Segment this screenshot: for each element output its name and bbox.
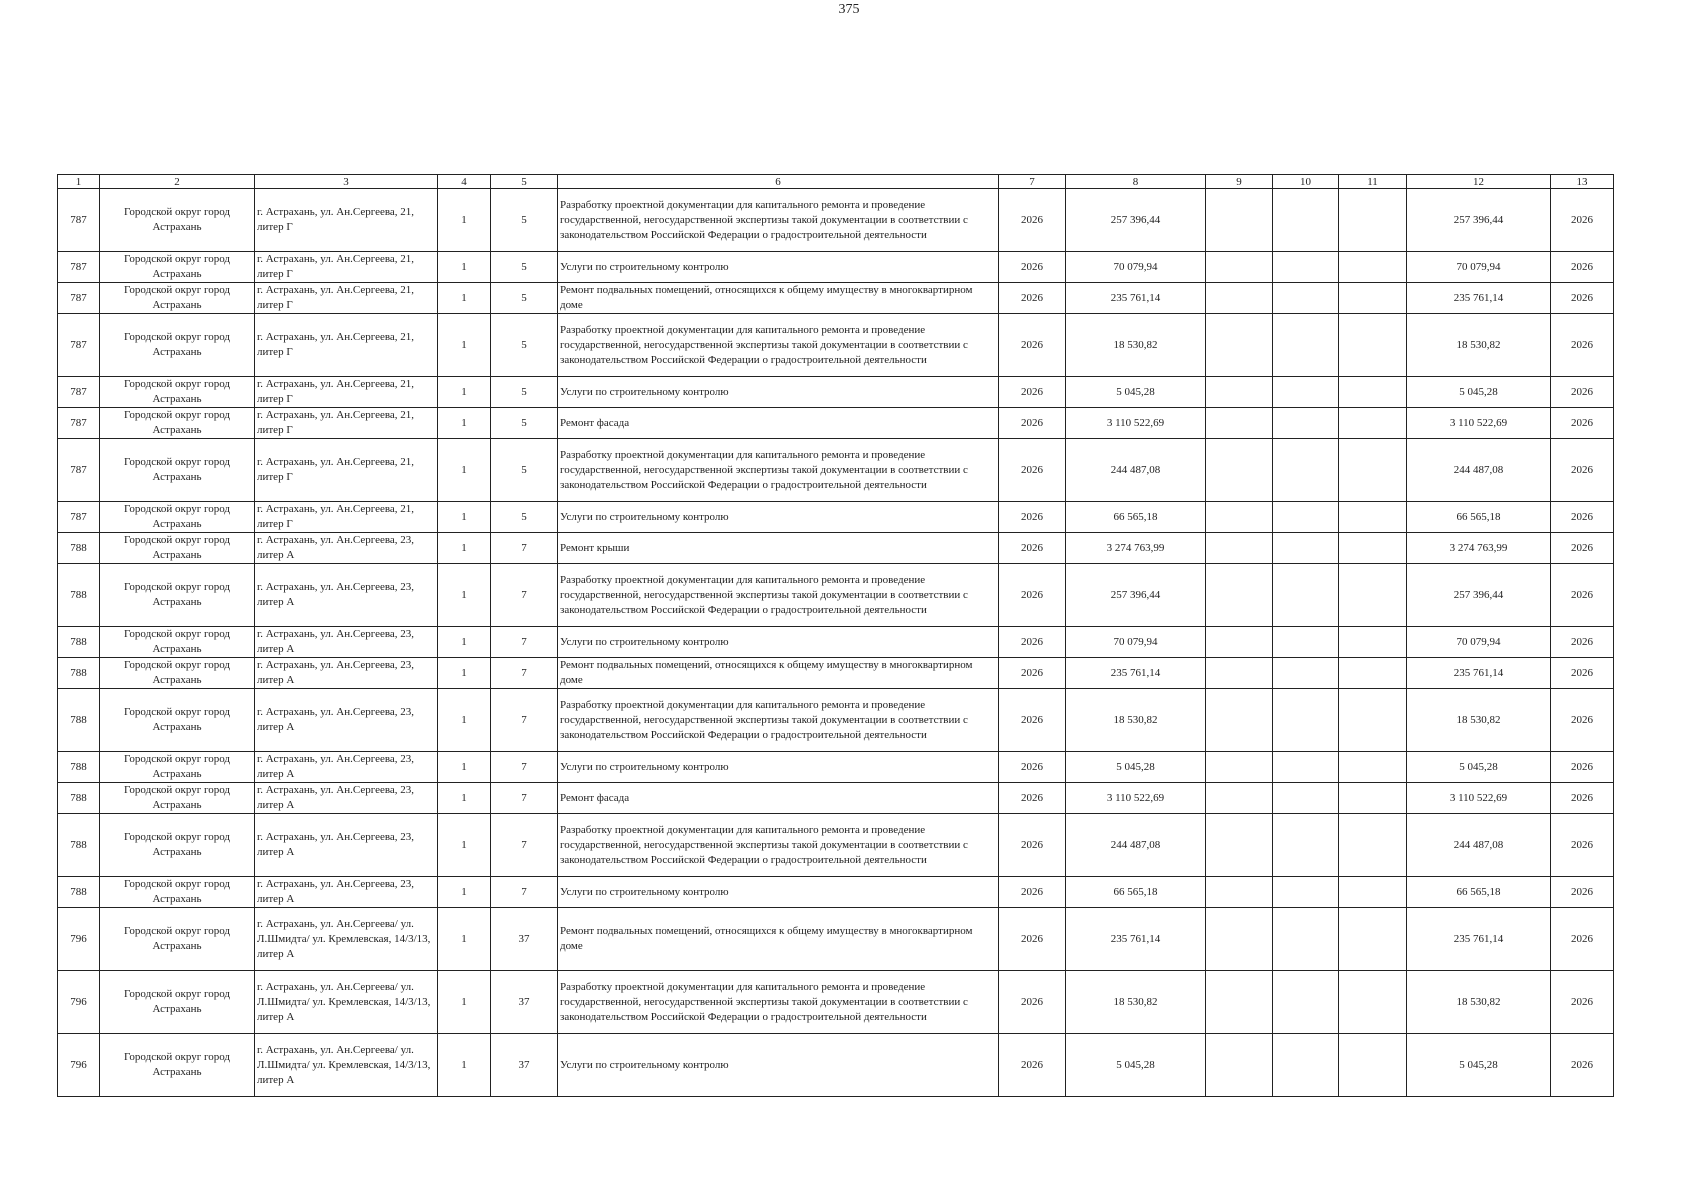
col10-cell xyxy=(1273,377,1339,408)
col5-cell: 5 xyxy=(491,314,558,377)
col9-cell xyxy=(1206,783,1273,814)
cost-cell: 18 530,82 xyxy=(1066,689,1206,752)
year-cell: 2026 xyxy=(999,533,1066,564)
address-cell: г. Астрахань, ул. Ан.Сергеева, 23, литер А xyxy=(255,564,438,627)
cost-cell: 5 045,28 xyxy=(1066,752,1206,783)
col4-cell: 1 xyxy=(438,908,491,971)
work-type-cell: Услуги по строительному контролю xyxy=(558,1034,999,1097)
col4-cell: 1 xyxy=(438,533,491,564)
work-type-cell: Услуги по строительному контролю xyxy=(558,377,999,408)
cost-cell: 235 761,14 xyxy=(1066,283,1206,314)
work-type-cell: Ремонт фасада xyxy=(558,783,999,814)
col4-cell: 1 xyxy=(438,439,491,502)
row-number: 787 xyxy=(58,189,100,252)
table-row xyxy=(58,971,1614,1034)
col13-cell: 2026 xyxy=(1551,1034,1614,1097)
municipality-cell: Городской округ город Астрахань xyxy=(100,783,255,814)
col5-cell: 7 xyxy=(491,877,558,908)
col13-cell: 2026 xyxy=(1551,189,1614,252)
cost-cell: 18 530,82 xyxy=(1066,314,1206,377)
address-cell: г. Астрахань, ул. Ан.Сергеева, 21, литер Г xyxy=(255,439,438,502)
col11-cell xyxy=(1339,814,1407,877)
col9-cell xyxy=(1206,189,1273,252)
municipality-cell: Городской округ город Астрахань xyxy=(100,627,255,658)
address-cell: г. Астрахань, ул. Ан.Сергеева/ ул. Л.Шмидта/ ул. Кремлевская, 14/3/13, литер А xyxy=(255,971,438,1034)
col12-cell: 235 761,14 xyxy=(1407,908,1551,971)
table-row xyxy=(58,502,1614,533)
table-row xyxy=(58,189,1614,252)
year-cell: 2026 xyxy=(999,752,1066,783)
col11-cell xyxy=(1339,752,1407,783)
col12-cell: 3 110 522,69 xyxy=(1407,783,1551,814)
col4-cell: 1 xyxy=(438,502,491,533)
col4-cell: 1 xyxy=(438,408,491,439)
col11-cell xyxy=(1339,908,1407,971)
col13-cell: 2026 xyxy=(1551,408,1614,439)
col10-cell xyxy=(1273,783,1339,814)
row-number: 788 xyxy=(58,752,100,783)
col11-cell xyxy=(1339,689,1407,752)
column-number-12: 12 xyxy=(1407,175,1551,189)
municipality-cell: Городской округ город Астрахань xyxy=(100,877,255,908)
col11-cell xyxy=(1339,283,1407,314)
col9-cell xyxy=(1206,502,1273,533)
cost-cell: 257 396,44 xyxy=(1066,189,1206,252)
year-cell: 2026 xyxy=(999,252,1066,283)
work-type-cell: Услуги по строительному контролю xyxy=(558,752,999,783)
work-type-cell: Разработку проектной документации для капитального ремонта и проведение государственной, негосударственной экспертизы такой документации в соответствии с законодательством Российской Федерации о градостроительной деятельности xyxy=(558,689,999,752)
col10-cell xyxy=(1273,564,1339,627)
col4-cell: 1 xyxy=(438,971,491,1034)
municipality-cell: Городской округ город Астрахань xyxy=(100,814,255,877)
col10-cell xyxy=(1273,283,1339,314)
col13-cell: 2026 xyxy=(1551,252,1614,283)
table-row xyxy=(58,564,1614,627)
col5-cell: 7 xyxy=(491,533,558,564)
row-number: 788 xyxy=(58,783,100,814)
col4-cell: 1 xyxy=(438,783,491,814)
col10-cell xyxy=(1273,314,1339,377)
col4-cell: 1 xyxy=(438,314,491,377)
year-cell: 2026 xyxy=(999,1034,1066,1097)
row-number: 787 xyxy=(58,408,100,439)
col12-cell: 257 396,44 xyxy=(1407,189,1551,252)
work-type-cell: Разработку проектной документации для капитального ремонта и проведение государственной, негосударственной экспертизы такой документации в соответствии с законодательством Российской Федерации о градостроительной деятельности xyxy=(558,814,999,877)
address-cell: г. Астрахань, ул. Ан.Сергеева, 21, литер Г xyxy=(255,502,438,533)
year-cell: 2026 xyxy=(999,283,1066,314)
year-cell: 2026 xyxy=(999,189,1066,252)
col9-cell xyxy=(1206,283,1273,314)
col9-cell xyxy=(1206,314,1273,377)
col4-cell: 1 xyxy=(438,814,491,877)
col13-cell: 2026 xyxy=(1551,283,1614,314)
col13-cell: 2026 xyxy=(1551,314,1614,377)
municipality-cell: Городской округ город Астрахань xyxy=(100,971,255,1034)
col10-cell xyxy=(1273,971,1339,1034)
work-type-cell: Ремонт крыши xyxy=(558,533,999,564)
table-row xyxy=(58,658,1614,689)
cost-cell: 3 274 763,99 xyxy=(1066,533,1206,564)
col11-cell xyxy=(1339,533,1407,564)
repair-program-table xyxy=(57,174,1614,1097)
municipality-cell: Городской округ город Астрахань xyxy=(100,252,255,283)
col13-cell: 2026 xyxy=(1551,814,1614,877)
row-number: 787 xyxy=(58,377,100,408)
table-row xyxy=(58,752,1614,783)
table-row xyxy=(58,908,1614,971)
col5-cell: 37 xyxy=(491,908,558,971)
municipality-cell: Городской округ город Астрахань xyxy=(100,439,255,502)
col13-cell: 2026 xyxy=(1551,377,1614,408)
table-row xyxy=(58,689,1614,752)
col4-cell: 1 xyxy=(438,627,491,658)
col4-cell: 1 xyxy=(438,283,491,314)
col10-cell xyxy=(1273,533,1339,564)
col11-cell xyxy=(1339,783,1407,814)
year-cell: 2026 xyxy=(999,971,1066,1034)
address-cell: г. Астрахань, ул. Ан.Сергеева, 23, литер А xyxy=(255,689,438,752)
col5-cell: 5 xyxy=(491,502,558,533)
row-number: 788 xyxy=(58,533,100,564)
col13-cell: 2026 xyxy=(1551,908,1614,971)
year-cell: 2026 xyxy=(999,439,1066,502)
table-row xyxy=(58,283,1614,314)
address-cell: г. Астрахань, ул. Ан.Сергеева, 23, литер А xyxy=(255,877,438,908)
col9-cell xyxy=(1206,252,1273,283)
col5-cell: 7 xyxy=(491,783,558,814)
col5-cell: 7 xyxy=(491,752,558,783)
cost-cell: 244 487,08 xyxy=(1066,814,1206,877)
row-number: 788 xyxy=(58,814,100,877)
cost-cell: 3 110 522,69 xyxy=(1066,408,1206,439)
col5-cell: 37 xyxy=(491,971,558,1034)
col11-cell xyxy=(1339,564,1407,627)
col13-cell: 2026 xyxy=(1551,971,1614,1034)
column-number-3: 3 xyxy=(255,175,438,189)
col10-cell xyxy=(1273,908,1339,971)
table-row xyxy=(58,314,1614,377)
col11-cell xyxy=(1339,408,1407,439)
col10-cell xyxy=(1273,1034,1339,1097)
col5-cell: 5 xyxy=(491,377,558,408)
col10-cell xyxy=(1273,814,1339,877)
col13-cell: 2026 xyxy=(1551,439,1614,502)
col5-cell: 5 xyxy=(491,252,558,283)
col12-cell: 257 396,44 xyxy=(1407,564,1551,627)
col10-cell xyxy=(1273,439,1339,502)
col12-cell: 235 761,14 xyxy=(1407,283,1551,314)
work-type-cell: Услуги по строительному контролю xyxy=(558,627,999,658)
col9-cell xyxy=(1206,908,1273,971)
year-cell: 2026 xyxy=(999,408,1066,439)
col12-cell: 5 045,28 xyxy=(1407,752,1551,783)
col4-cell: 1 xyxy=(438,1034,491,1097)
address-cell: г. Астрахань, ул. Ан.Сергеева/ ул. Л.Шмидта/ ул. Кремлевская, 14/3/13, литер А xyxy=(255,908,438,971)
work-type-cell: Услуги по строительному контролю xyxy=(558,877,999,908)
col10-cell xyxy=(1273,752,1339,783)
table-row xyxy=(58,814,1614,877)
col10-cell xyxy=(1273,502,1339,533)
row-number: 796 xyxy=(58,908,100,971)
row-number: 787 xyxy=(58,283,100,314)
cost-cell: 244 487,08 xyxy=(1066,439,1206,502)
col5-cell: 7 xyxy=(491,814,558,877)
cost-cell: 235 761,14 xyxy=(1066,908,1206,971)
col4-cell: 1 xyxy=(438,189,491,252)
col11-cell xyxy=(1339,627,1407,658)
col13-cell: 2026 xyxy=(1551,502,1614,533)
row-number: 796 xyxy=(58,971,100,1034)
col13-cell: 2026 xyxy=(1551,627,1614,658)
year-cell: 2026 xyxy=(999,908,1066,971)
col12-cell: 66 565,18 xyxy=(1407,877,1551,908)
col5-cell: 37 xyxy=(491,1034,558,1097)
row-number: 796 xyxy=(58,1034,100,1097)
table-row xyxy=(58,252,1614,283)
col4-cell: 1 xyxy=(438,877,491,908)
work-type-cell: Ремонт подвальных помещений, относящихся к общему имуществу в многоквартирном доме xyxy=(558,283,999,314)
col11-cell xyxy=(1339,377,1407,408)
municipality-cell: Городской округ город Астрахань xyxy=(100,658,255,689)
table-row xyxy=(58,627,1614,658)
col13-cell: 2026 xyxy=(1551,752,1614,783)
col9-cell xyxy=(1206,1034,1273,1097)
column-number-8: 8 xyxy=(1066,175,1206,189)
table-row xyxy=(58,408,1614,439)
year-cell: 2026 xyxy=(999,658,1066,689)
col13-cell: 2026 xyxy=(1551,658,1614,689)
year-cell: 2026 xyxy=(999,689,1066,752)
work-type-cell: Ремонт подвальных помещений, относящихся к общему имуществу в многоквартирном доме xyxy=(558,658,999,689)
col5-cell: 5 xyxy=(491,439,558,502)
col11-cell xyxy=(1339,658,1407,689)
col11-cell xyxy=(1339,877,1407,908)
address-cell: г. Астрахань, ул. Ан.Сергеева, 23, литер А xyxy=(255,783,438,814)
col11-cell xyxy=(1339,971,1407,1034)
col4-cell: 1 xyxy=(438,689,491,752)
row-number: 788 xyxy=(58,689,100,752)
col9-cell xyxy=(1206,377,1273,408)
col12-cell: 70 079,94 xyxy=(1407,252,1551,283)
address-cell: г. Астрахань, ул. Ан.Сергеева, 23, литер А xyxy=(255,752,438,783)
address-cell: г. Астрахань, ул. Ан.Сергеева, 23, литер А xyxy=(255,627,438,658)
col9-cell xyxy=(1206,971,1273,1034)
col9-cell xyxy=(1206,564,1273,627)
year-cell: 2026 xyxy=(999,502,1066,533)
municipality-cell: Городской округ город Астрахань xyxy=(100,564,255,627)
cost-cell: 70 079,94 xyxy=(1066,627,1206,658)
col12-cell: 18 530,82 xyxy=(1407,689,1551,752)
col11-cell xyxy=(1339,439,1407,502)
col4-cell: 1 xyxy=(438,377,491,408)
table-row xyxy=(58,533,1614,564)
col4-cell: 1 xyxy=(438,252,491,283)
col13-cell: 2026 xyxy=(1551,877,1614,908)
year-cell: 2026 xyxy=(999,814,1066,877)
col9-cell xyxy=(1206,877,1273,908)
table-row xyxy=(58,439,1614,502)
column-number-1: 1 xyxy=(58,175,100,189)
col11-cell xyxy=(1339,1034,1407,1097)
col13-cell: 2026 xyxy=(1551,564,1614,627)
row-number: 787 xyxy=(58,314,100,377)
col5-cell: 7 xyxy=(491,564,558,627)
column-number-11: 11 xyxy=(1339,175,1407,189)
work-type-cell: Ремонт фасада xyxy=(558,408,999,439)
col13-cell: 2026 xyxy=(1551,533,1614,564)
year-cell: 2026 xyxy=(999,877,1066,908)
col12-cell: 3 274 763,99 xyxy=(1407,533,1551,564)
row-number: 787 xyxy=(58,252,100,283)
row-number: 787 xyxy=(58,439,100,502)
cost-cell: 18 530,82 xyxy=(1066,971,1206,1034)
work-type-cell: Разработку проектной документации для капитального ремонта и проведение государственной, негосударственной экспертизы такой документации в соответствии с законодательством Российской Федерации о градостроительной деятельности xyxy=(558,971,999,1034)
address-cell: г. Астрахань, ул. Ан.Сергеева, 21, литер Г xyxy=(255,252,438,283)
work-type-cell: Услуги по строительному контролю xyxy=(558,252,999,283)
column-number-6: 6 xyxy=(558,175,999,189)
col12-cell: 244 487,08 xyxy=(1407,814,1551,877)
col12-cell: 235 761,14 xyxy=(1407,658,1551,689)
address-cell: г. Астрахань, ул. Ан.Сергеева, 23, литер А xyxy=(255,814,438,877)
col10-cell xyxy=(1273,252,1339,283)
col12-cell: 18 530,82 xyxy=(1407,314,1551,377)
year-cell: 2026 xyxy=(999,377,1066,408)
col9-cell xyxy=(1206,814,1273,877)
year-cell: 2026 xyxy=(999,627,1066,658)
address-cell: г. Астрахань, ул. Ан.Сергеева, 23, литер А xyxy=(255,533,438,564)
year-cell: 2026 xyxy=(999,783,1066,814)
col9-cell xyxy=(1206,752,1273,783)
col12-cell: 244 487,08 xyxy=(1407,439,1551,502)
municipality-cell: Городской округ город Астрахань xyxy=(100,752,255,783)
col5-cell: 5 xyxy=(491,283,558,314)
col12-cell: 66 565,18 xyxy=(1407,502,1551,533)
col5-cell: 5 xyxy=(491,189,558,252)
col12-cell: 5 045,28 xyxy=(1407,1034,1551,1097)
col11-cell xyxy=(1339,314,1407,377)
col11-cell xyxy=(1339,189,1407,252)
col5-cell: 7 xyxy=(491,627,558,658)
col4-cell: 1 xyxy=(438,564,491,627)
address-cell: г. Астрахань, ул. Ан.Сергеева, 21, литер Г xyxy=(255,189,438,252)
cost-cell: 66 565,18 xyxy=(1066,877,1206,908)
address-cell: г. Астрахань, ул. Ан.Сергеева, 21, литер Г xyxy=(255,314,438,377)
municipality-cell: Городской округ город Астрахань xyxy=(100,908,255,971)
column-number-5: 5 xyxy=(491,175,558,189)
row-number: 788 xyxy=(58,627,100,658)
municipality-cell: Городской округ город Астрахань xyxy=(100,408,255,439)
col4-cell: 1 xyxy=(438,658,491,689)
address-cell: г. Астрахань, ул. Ан.Сергеева/ ул. Л.Шмидта/ ул. Кремлевская, 14/3/13, литер А xyxy=(255,1034,438,1097)
col11-cell xyxy=(1339,252,1407,283)
column-number-13: 13 xyxy=(1551,175,1614,189)
work-type-cell: Разработку проектной документации для капитального ремонта и проведение государственной, негосударственной экспертизы такой документации в соответствии с законодательством Российской Федерации о градостроительной деятельности xyxy=(558,564,999,627)
col9-cell xyxy=(1206,408,1273,439)
col9-cell xyxy=(1206,627,1273,658)
table-row xyxy=(58,877,1614,908)
col5-cell: 7 xyxy=(491,689,558,752)
col10-cell xyxy=(1273,658,1339,689)
cost-cell: 66 565,18 xyxy=(1066,502,1206,533)
col5-cell: 5 xyxy=(491,408,558,439)
column-number-4: 4 xyxy=(438,175,491,189)
col9-cell xyxy=(1206,533,1273,564)
address-cell: г. Астрахань, ул. Ан.Сергеева, 21, литер Г xyxy=(255,283,438,314)
cost-cell: 3 110 522,69 xyxy=(1066,783,1206,814)
col9-cell xyxy=(1206,439,1273,502)
column-number-9: 9 xyxy=(1206,175,1273,189)
column-number-row xyxy=(58,175,1614,189)
address-cell: г. Астрахань, ул. Ан.Сергеева, 23, литер А xyxy=(255,658,438,689)
municipality-cell: Городской округ город Астрахань xyxy=(100,377,255,408)
column-number-7: 7 xyxy=(999,175,1066,189)
municipality-cell: Городской округ город Астрахань xyxy=(100,283,255,314)
col9-cell xyxy=(1206,658,1273,689)
col10-cell xyxy=(1273,189,1339,252)
column-number-2: 2 xyxy=(100,175,255,189)
municipality-cell: Городской округ город Астрахань xyxy=(100,533,255,564)
cost-cell: 70 079,94 xyxy=(1066,252,1206,283)
col10-cell xyxy=(1273,689,1339,752)
municipality-cell: Городской округ город Астрахань xyxy=(100,502,255,533)
row-number: 787 xyxy=(58,502,100,533)
year-cell: 2026 xyxy=(999,564,1066,627)
cost-cell: 5 045,28 xyxy=(1066,1034,1206,1097)
work-type-cell: Разработку проектной документации для капитального ремонта и проведение государственной, негосударственной экспертизы такой документации в соответствии с законодательством Российской Федерации о градостроительной деятельности xyxy=(558,314,999,377)
row-number: 788 xyxy=(58,877,100,908)
cost-cell: 5 045,28 xyxy=(1066,377,1206,408)
col11-cell xyxy=(1339,502,1407,533)
municipality-cell: Городской округ город Астрахань xyxy=(100,314,255,377)
col10-cell xyxy=(1273,408,1339,439)
col9-cell xyxy=(1206,689,1273,752)
row-number: 788 xyxy=(58,564,100,627)
work-type-cell: Разработку проектной документации для капитального ремонта и проведение государственной, негосударственной экспертизы такой документации в соответствии с законодательством Российской Федерации о градостроительной деятельности xyxy=(558,439,999,502)
col12-cell: 18 530,82 xyxy=(1407,971,1551,1034)
col13-cell: 2026 xyxy=(1551,689,1614,752)
work-type-cell: Разработку проектной документации для капитального ремонта и проведение государственной, негосударственной экспертизы такой документации в соответствии с законодательством Российской Федерации о градостроительной деятельности xyxy=(558,189,999,252)
table-row xyxy=(58,1034,1614,1097)
col4-cell: 1 xyxy=(438,752,491,783)
row-number: 788 xyxy=(58,658,100,689)
col10-cell xyxy=(1273,877,1339,908)
col10-cell xyxy=(1273,627,1339,658)
work-type-cell: Услуги по строительному контролю xyxy=(558,502,999,533)
municipality-cell: Городской округ город Астрахань xyxy=(100,1034,255,1097)
col5-cell: 7 xyxy=(491,658,558,689)
address-cell: г. Астрахань, ул. Ан.Сергеева, 21, литер Г xyxy=(255,377,438,408)
year-cell: 2026 xyxy=(999,314,1066,377)
work-type-cell: Ремонт подвальных помещений, относящихся к общему имуществу в многоквартирном доме xyxy=(558,908,999,971)
column-number-10: 10 xyxy=(1273,175,1339,189)
col12-cell: 5 045,28 xyxy=(1407,377,1551,408)
table-row xyxy=(58,377,1614,408)
municipality-cell: Городской округ город Астрахань xyxy=(100,189,255,252)
page-number: 375 xyxy=(838,2,860,17)
col13-cell: 2026 xyxy=(1551,783,1614,814)
address-cell: г. Астрахань, ул. Ан.Сергеева, 21, литер Г xyxy=(255,408,438,439)
cost-cell: 257 396,44 xyxy=(1066,564,1206,627)
table-row xyxy=(58,783,1614,814)
cost-cell: 235 761,14 xyxy=(1066,658,1206,689)
municipality-cell: Городской округ город Астрахань xyxy=(100,689,255,752)
col12-cell: 70 079,94 xyxy=(1407,627,1551,658)
col12-cell: 3 110 522,69 xyxy=(1407,408,1551,439)
